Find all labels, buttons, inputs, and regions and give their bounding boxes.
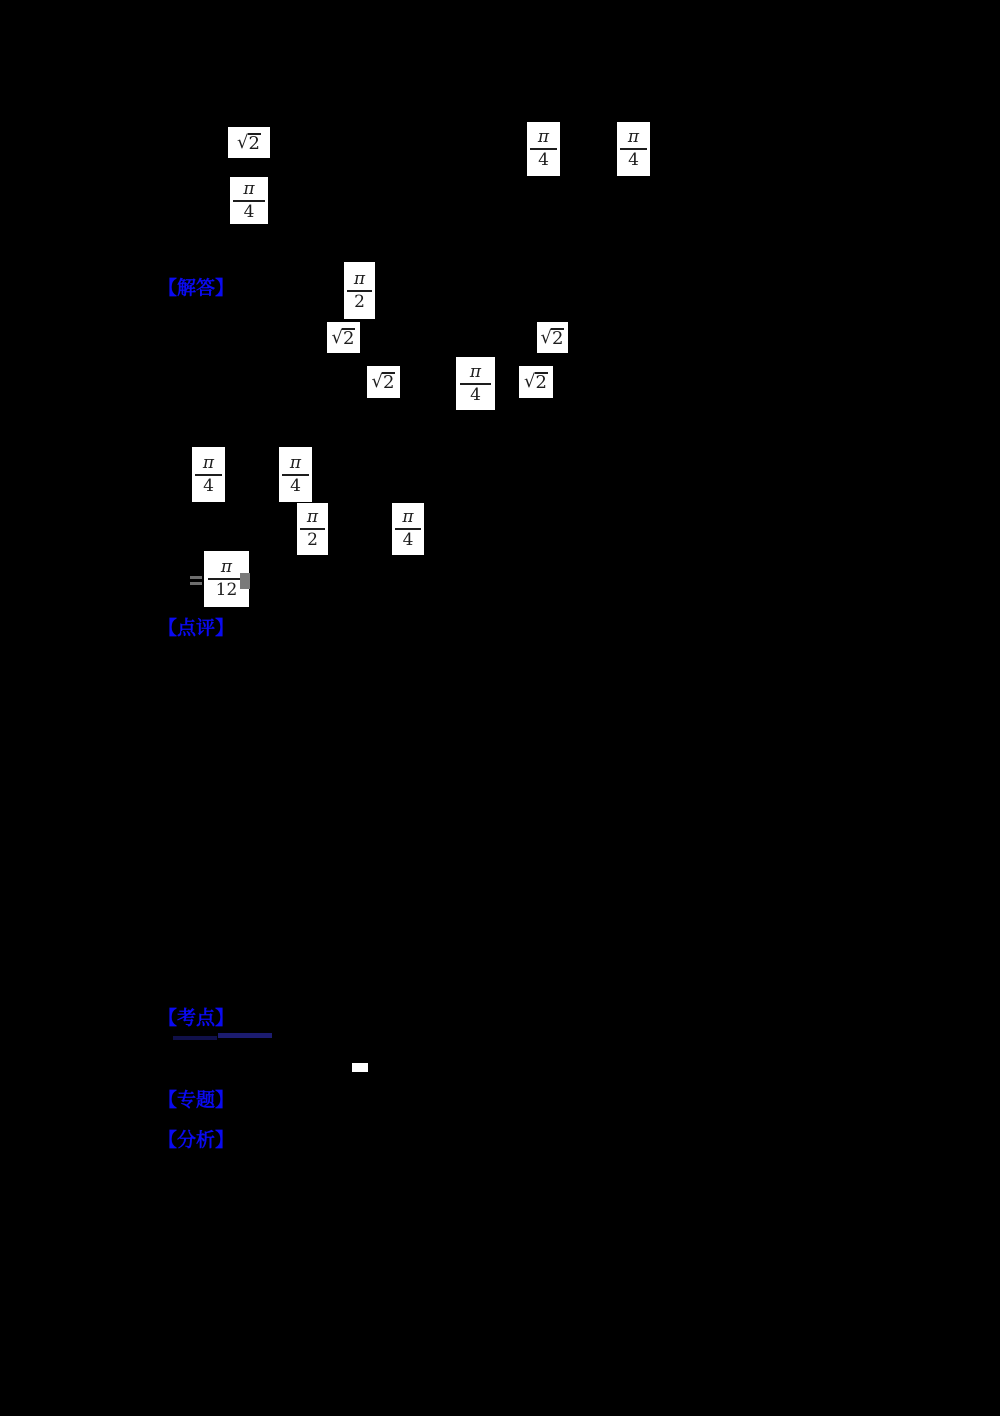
formula-pi-over-4	[279, 447, 312, 502]
fraction-denominator: 12	[215, 580, 238, 600]
formula-sqrt2	[537, 322, 568, 353]
radicand: 2	[383, 372, 395, 393]
fraction-denominator: 4	[538, 150, 549, 170]
equals-fragment	[190, 576, 202, 579]
blank-formula-fragment	[352, 1063, 368, 1072]
formula-sqrt2	[367, 366, 400, 398]
formula-sqrt2	[327, 322, 360, 353]
fraction-denominator: 2	[307, 530, 318, 550]
formula-pi-over-4	[392, 503, 424, 555]
fraction-numerator: π	[353, 268, 366, 289]
fraction-denominator: 4	[290, 475, 301, 496]
fraction-numerator: π	[469, 361, 482, 382]
fraction-denominator: 4	[470, 384, 481, 405]
formula-sqrt2	[519, 366, 553, 398]
radical-sign: √	[540, 326, 553, 348]
radical-sign: √	[237, 131, 249, 153]
fraction-denominator: 2	[354, 291, 365, 312]
formula-pi-over-4	[192, 447, 225, 502]
fraction-denominator: 4	[243, 201, 255, 222]
section-label-testpoint: 【考点】	[158, 1007, 235, 1029]
radicand: 2	[535, 372, 547, 393]
comma-fragment	[240, 573, 250, 589]
section-label-solution: 【解答】	[158, 277, 235, 299]
formula-pi-over-4	[527, 122, 560, 176]
fraction-numerator: π	[402, 507, 414, 527]
section-label-comment: 【点评】	[158, 617, 235, 639]
fraction-numerator: π	[243, 178, 255, 199]
radicand: 2	[248, 132, 260, 154]
kaodian-link-underline-faint[interactable]	[173, 1036, 217, 1040]
fraction-numerator: π	[202, 452, 215, 473]
equals-fragment	[190, 582, 202, 585]
radical-sign: √	[331, 326, 344, 348]
section-label-topic: 【专题】	[158, 1089, 235, 1111]
fraction-numerator: π	[537, 127, 550, 147]
radical-sign: √	[524, 371, 536, 392]
fraction-numerator: π	[220, 557, 233, 577]
radicand: 2	[343, 327, 355, 349]
radical-sign: √	[371, 371, 384, 392]
fraction-denominator: 4	[402, 530, 414, 550]
formula-pi-over-4	[456, 357, 495, 410]
fraction-numerator: π	[627, 127, 640, 147]
kaodian-link-underline[interactable]	[218, 1033, 272, 1038]
radicand: 2	[552, 327, 564, 349]
fraction-numerator: π	[289, 452, 302, 473]
fraction-denominator: 4	[203, 475, 214, 496]
formula-pi-over-4	[230, 177, 268, 224]
fraction-numerator: π	[306, 507, 319, 527]
fraction-denominator: 4	[628, 150, 639, 170]
section-label-analysis: 【分析】	[158, 1129, 235, 1151]
formula-sqrt2	[228, 127, 270, 158]
formula-pi-over-2	[297, 503, 328, 555]
formula-pi-over-2	[344, 262, 375, 319]
formula-pi-over-4	[617, 122, 650, 176]
